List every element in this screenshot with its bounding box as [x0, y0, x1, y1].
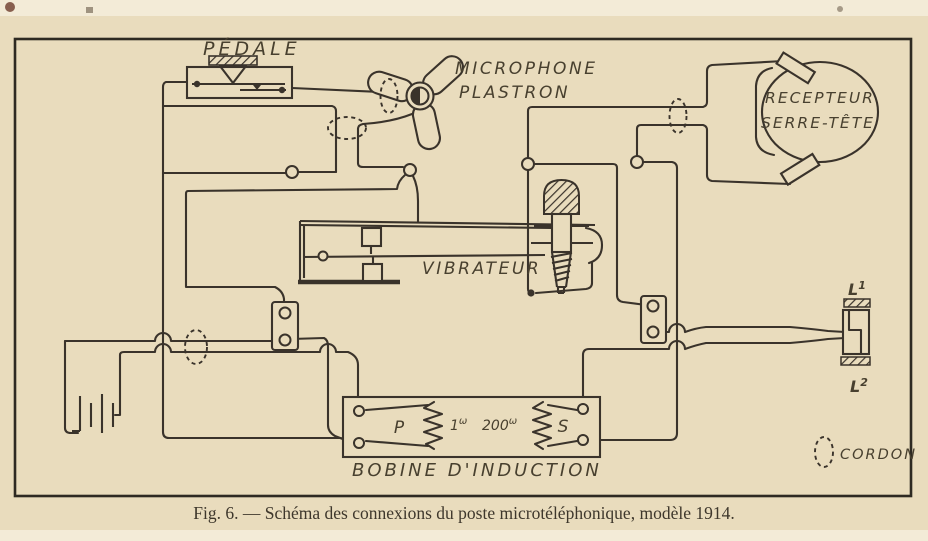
ink-speck: [837, 6, 843, 12]
receiver-label-2: SERRE-TÊTE: [761, 114, 875, 132]
vibrator-label: VIBRATEUR: [422, 259, 542, 279]
pedal-pivot: [279, 87, 285, 93]
terminal: [286, 166, 298, 178]
terminal: [354, 438, 364, 448]
primary-ohms-value: 1: [450, 418, 459, 434]
ink-speck: [5, 2, 15, 12]
secondary-ohms-value: 200: [482, 418, 509, 434]
primary-label: P: [393, 418, 405, 438]
terminal: [648, 327, 659, 338]
terminal: [631, 156, 643, 168]
push-button-stem: [552, 214, 571, 252]
right-terminal-block: [641, 296, 666, 343]
terminal: [280, 335, 291, 346]
line2-sup: 2: [860, 376, 868, 389]
ink-speck: [86, 7, 93, 13]
figure-caption: Fig. 6. — Schéma des connexions du poste microtéléphonique, modèle 1914.: [193, 503, 735, 523]
line1-sup: 1: [858, 279, 866, 292]
terminal: [404, 164, 416, 176]
microphone-label-2: PLASTRON: [459, 83, 571, 103]
terminal: [578, 435, 588, 445]
cordon-label: CORDON: [840, 447, 918, 463]
microphone-label-1: MICROPHONE: [455, 59, 598, 79]
left-terminal-block: [272, 302, 298, 350]
push-button-dome: [544, 180, 579, 214]
secondary-label: S: [557, 417, 569, 437]
vibrator-lower-contact: [363, 264, 382, 281]
receiver-label-1: RECEPTEUR: [765, 89, 875, 107]
line-terminal-body: [843, 310, 869, 354]
secondary-ohms-unit: ω: [508, 416, 518, 427]
page-bottom-margin: [0, 530, 928, 541]
pedal-pivot: [194, 81, 200, 87]
junction-dot: [527, 289, 534, 296]
line1-binding-post: [844, 299, 870, 307]
terminal: [578, 404, 588, 414]
primary-ohms-unit: ω: [458, 416, 468, 427]
pedal-label: PÉDALE: [203, 38, 301, 60]
terminal: [522, 158, 534, 170]
receiver-shell: [762, 62, 878, 162]
vibrator-upper-contact: [362, 228, 381, 246]
induction-coil: [343, 397, 600, 457]
line1-base: L: [848, 280, 859, 299]
page-top-margin: [0, 0, 928, 16]
line2-binding-post: [841, 357, 870, 365]
line2-base: L: [850, 377, 861, 396]
terminal: [280, 308, 291, 319]
induction-coil-label: BOBINE D'INDUCTION: [352, 460, 602, 481]
terminal: [319, 252, 328, 261]
terminal: [648, 301, 659, 312]
pedal-box: [187, 67, 292, 98]
terminal: [354, 406, 364, 416]
wire: [163, 172, 336, 173]
